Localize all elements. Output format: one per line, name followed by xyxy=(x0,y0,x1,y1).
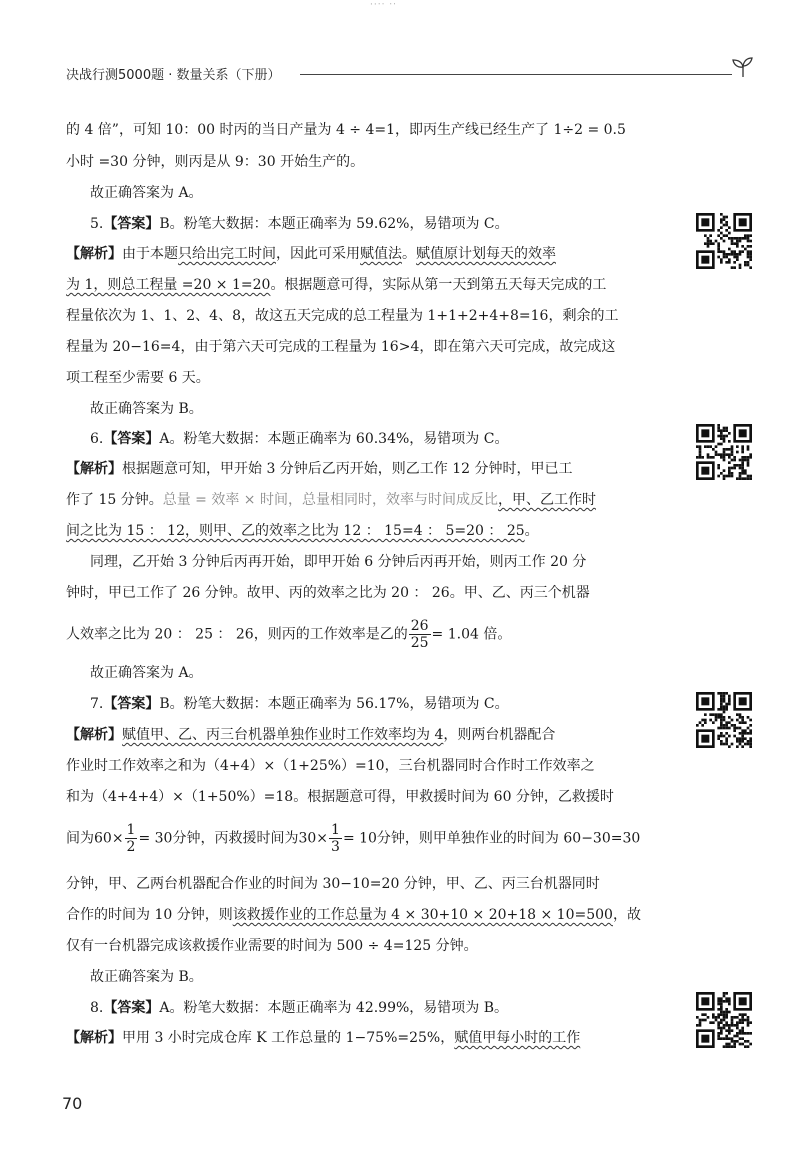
text-line: 故正确答案为 B。 xyxy=(90,969,203,985)
answer-tag: 【答案】 xyxy=(103,1000,160,1016)
text-span: 。 xyxy=(402,246,416,262)
question-number: 7. xyxy=(90,696,104,712)
page-number: 70 xyxy=(62,1094,83,1113)
header-rule xyxy=(300,74,732,75)
faint-text: 总量 = 效率 × 时间，总量相同时，效率与时间成反比 xyxy=(162,492,498,508)
text-line: 钟时，甲已工作了 26 分钟。故甲、丙的效率之比为 20 ： 26。甲、乙、丙三个机器 xyxy=(66,585,590,601)
analysis-tag: 【解析】 xyxy=(66,461,122,477)
text-line: 同理，乙开始 3 分钟后丙再开始，即甲开始 6 分钟后丙再开始，则丙工作 20 分 xyxy=(90,554,587,570)
q5-qr-code[interactable] xyxy=(696,213,752,269)
wavy-underlined-text: 该救援作业的工作总量为 4 × 30+10 × 20+18 × 10=500 xyxy=(232,907,613,923)
text-span: 作了 15 分钟。 xyxy=(66,492,163,508)
fraction xyxy=(409,618,431,651)
answer-tag: 【答案】 xyxy=(103,696,160,712)
wavy-underlined-text: ，甲、乙工作时 xyxy=(497,492,596,508)
text-span: = 10分钟，则甲单独作业的时间为 60−30=30 xyxy=(342,830,641,847)
q6-answer-line xyxy=(90,429,508,449)
fraction-denominator: 2 xyxy=(126,839,136,855)
answer-text: A。粉笔大数据：本题正确率为 42.99%，易错项为 B。 xyxy=(159,1000,509,1016)
text-span: ，则两台机器配合 xyxy=(443,727,556,743)
wavy-underlined-text: 赋值甲、乙、丙三台机器单独作业时工作效率均为 4 xyxy=(122,727,444,743)
text-line xyxy=(66,521,539,541)
text-line: 故正确答案为 A。 xyxy=(90,185,203,201)
fraction-denominator: 25 xyxy=(410,635,429,651)
text-line xyxy=(66,490,596,510)
text-line: 的 4 倍”，可知 10：00 时丙的当日产量为 4 ÷ 4=1，即丙生产线已经生产了 1÷2 = 0.5 xyxy=(66,122,626,138)
fraction xyxy=(125,822,138,855)
text-line: 分钟，甲、乙两台机器配合作业的时间为 30−10=20 分钟，甲、乙、丙三台机器同时 xyxy=(66,876,600,892)
wavy-underlined-text: 为 1，则总工程量 =20 × 1=20 xyxy=(66,277,271,293)
wavy-underlined-text: 赋值原计划每天的效率 xyxy=(416,246,556,262)
q7-qr-code[interactable] xyxy=(696,692,752,748)
q8-answer-line xyxy=(90,998,508,1018)
text-line: 作业时工作效率之和为（4+4）×（1+25%）=10，三台机器同时合作时工作效率之 xyxy=(66,758,595,774)
text-span: 合作的时间为 10 分钟，则 xyxy=(66,907,233,923)
text-span: 。根据题意可得，实际从第一天到第五天每天完成的工 xyxy=(270,277,607,293)
text-line: 和为（4+4+4）×（1+50%）=18。根据题意可得，甲救援时间为 60 分钟，乙救援时 xyxy=(66,789,614,805)
q7-analysis-line xyxy=(66,725,555,745)
fraction-numerator: 1 xyxy=(331,822,340,838)
fraction xyxy=(329,822,342,855)
q6-qr-code[interactable] xyxy=(696,424,752,480)
analysis-tag: 【解析】 xyxy=(66,246,122,262)
text-line: 故正确答案为 B。 xyxy=(90,401,203,417)
q5-analysis-line xyxy=(66,244,556,264)
text-line: 程量为 20−16=4，由于第六天可完成的工程量为 16>4，即在第六天可完成，故完成这 xyxy=(66,339,616,355)
analysis-tag: 【解析】 xyxy=(66,1030,122,1046)
text-line: 小时 =30 分钟，则丙是从 9：30 开始生产的。 xyxy=(66,154,365,170)
wavy-underlined-text: 间之比为 15 ： 12，则甲、乙的效率之比为 12 ： 15=4 ： 5=20 ： 25 xyxy=(66,523,525,539)
q7-answer-line xyxy=(90,694,509,714)
text-span: 由于本题 xyxy=(122,246,178,262)
answer-tag: 【答案】 xyxy=(103,216,160,232)
text-span: 。 xyxy=(524,523,539,539)
answer-text: B。粉笔大数据：本题正确率为 56.17%，易错项为 C。 xyxy=(159,696,509,712)
text-span: 间为60× xyxy=(66,830,124,847)
text-line: 仅有一台机器完成该救援作业需要的时间为 500 ÷ 4=125 分钟。 xyxy=(66,938,478,954)
wavy-underlined-text: 赋值法 xyxy=(360,246,402,262)
question-number: 8. xyxy=(90,1000,104,1016)
text-span: ，故 xyxy=(612,907,641,923)
text-line-with-fraction xyxy=(66,618,511,651)
analysis-tag: 【解析】 xyxy=(66,727,122,743)
question-number: 6. xyxy=(90,431,104,447)
sprout-icon xyxy=(729,56,757,78)
wavy-underlined-text: 只给出完工时间 xyxy=(178,246,276,262)
text-span: 人效率之比为 20 ： 25 ： 26，则丙的工作效率是乙的 xyxy=(66,626,408,643)
top-scan-marks: ··‧‧ ‧‧ xyxy=(370,0,398,10)
answer-text: B。粉笔大数据：本题正确率为 59.62%，易错项为 C。 xyxy=(159,216,509,232)
text-line-with-fraction xyxy=(66,822,640,855)
text-line: 程量依次为 1、1、2、4、8，故这五天完成的总工程量为 1+1+2+4+8=16，剩余的工 xyxy=(66,308,619,324)
text-span: ，因此可采用 xyxy=(276,246,360,262)
text-span: = 30分钟，丙救援时间为30× xyxy=(138,830,329,847)
fraction-numerator: 1 xyxy=(126,822,136,838)
q8-analysis-line xyxy=(66,1028,580,1048)
answer-tag: 【答案】 xyxy=(103,431,160,447)
question-number: 5. xyxy=(90,216,104,232)
wavy-underlined-text: 赋值甲每小时的工作 xyxy=(454,1030,581,1046)
running-header: 决战行测5000题 · 数量关系（下册） xyxy=(66,68,281,83)
text-line: 项工程至少需要 6 天。 xyxy=(66,370,210,386)
text-line xyxy=(66,905,641,925)
text-span: = 1.04 倍。 xyxy=(431,626,512,643)
q6-analysis-line xyxy=(66,459,573,479)
text-line: 故正确答案为 A。 xyxy=(90,665,203,681)
fraction-numerator: 26 xyxy=(410,618,429,634)
text-line xyxy=(66,275,606,295)
q5-answer-line xyxy=(90,214,509,234)
text-span: 根据题意可知，甲开始 3 分钟后乙丙开始，则乙工作 12 分钟时，甲已工 xyxy=(122,461,573,477)
answer-text: A。粉笔大数据：本题正确率为 60.34%，易错项为 C。 xyxy=(159,431,509,447)
fraction-denominator: 3 xyxy=(331,839,340,855)
text-span: 甲用 3 小时完成仓库 K 工作总量的 1−75%=25%， xyxy=(122,1030,455,1046)
q8-qr-code[interactable] xyxy=(696,992,752,1048)
